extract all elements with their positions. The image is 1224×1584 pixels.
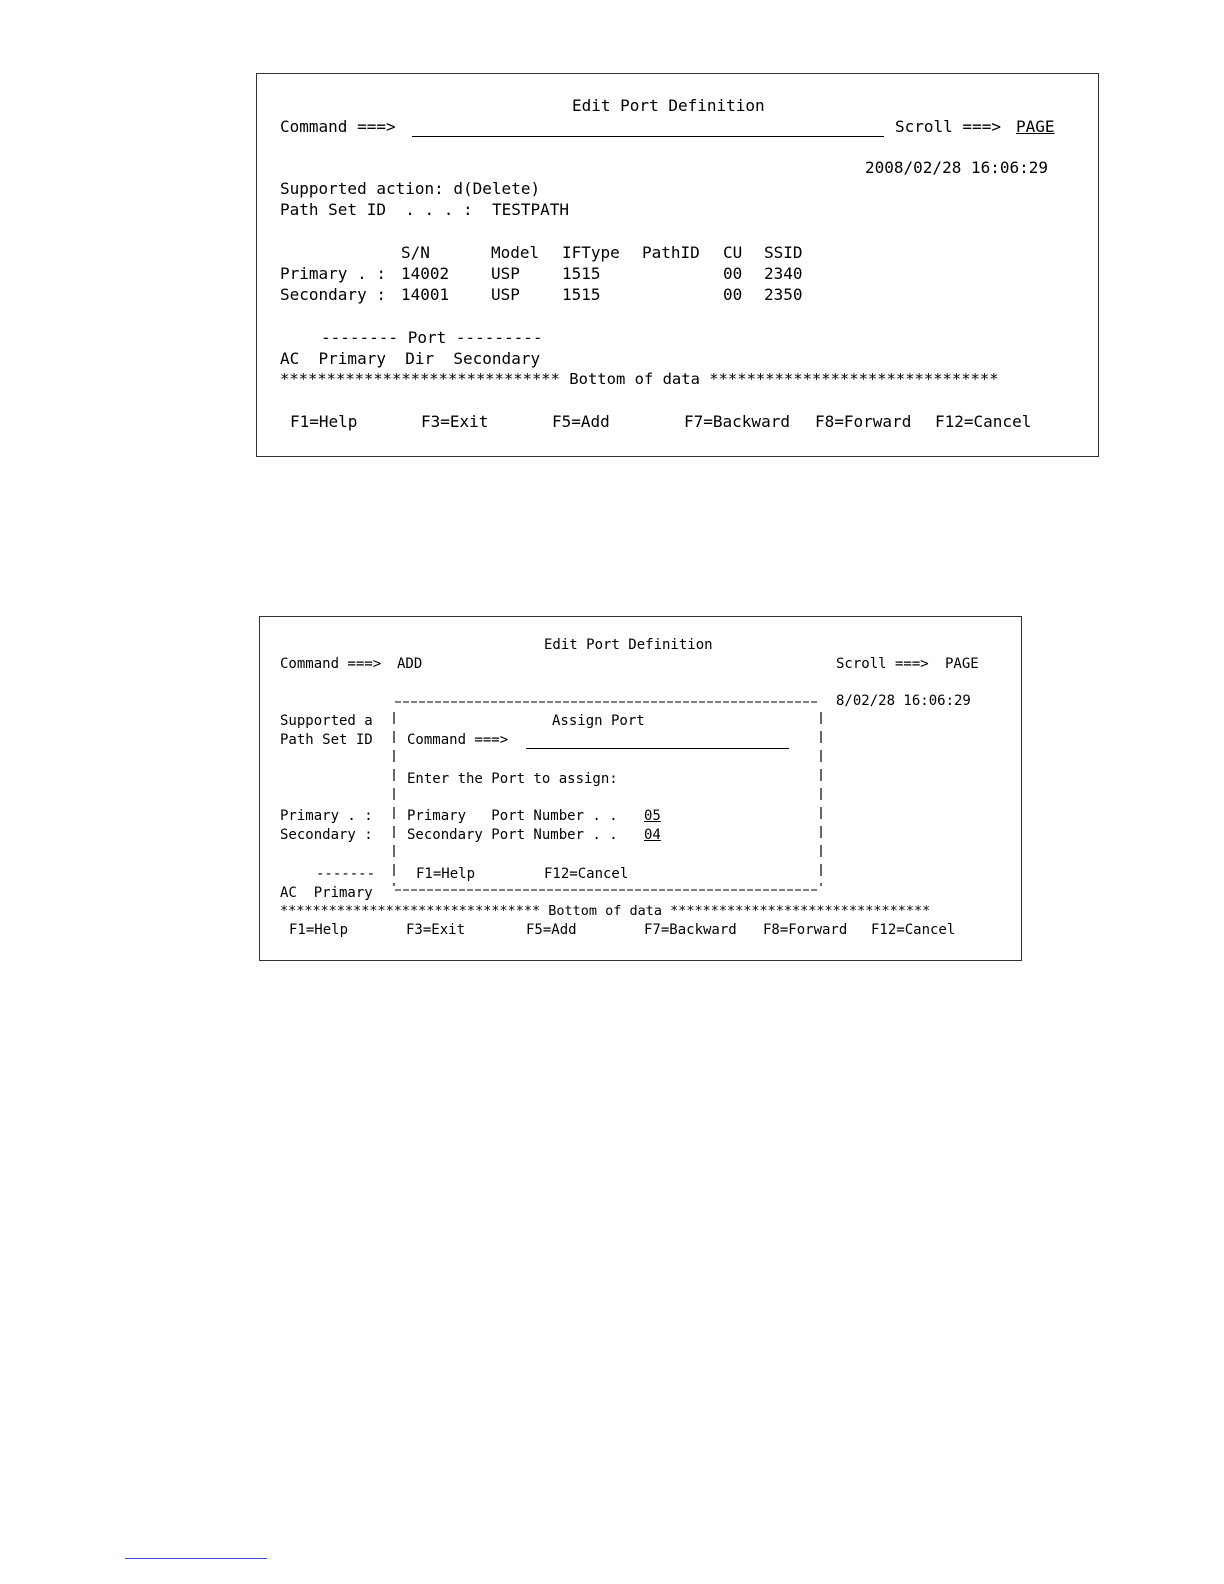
bottom-of-data: ****************************** Bottom of data ******************************* — [280, 370, 999, 388]
popup-f12-cancel-key[interactable]: F12=Cancel — [544, 866, 629, 882]
command-input[interactable] — [412, 136, 884, 137]
timestamp: 2008/02/28 16:06:29 — [865, 158, 1049, 177]
edit-port-definition-screen — [256, 73, 1099, 457]
row-primary-label: Primary . : — [280, 808, 373, 824]
edit-port-definition-add-screen — [259, 616, 1022, 961]
f5-add-key[interactable]: F5=Add — [552, 412, 610, 431]
command-input[interactable]: ADD — [397, 656, 423, 672]
f1-help-key[interactable]: F1=Help — [290, 412, 358, 431]
f5-add-key[interactable]: F5=Add — [526, 922, 577, 938]
command-label: Command ===> — [280, 656, 382, 672]
header-pathid: PathID — [642, 243, 700, 262]
command-label: Command ===> — [280, 117, 396, 136]
path-set-label: Path Set ID — [280, 732, 373, 748]
f12-cancel-key[interactable]: F12=Cancel — [935, 412, 1032, 431]
row-secondary-model: USP — [491, 285, 520, 304]
port-header: ------- — [316, 866, 376, 882]
f12-cancel-key[interactable]: F12=Cancel — [871, 922, 956, 938]
screen-title: Edit Port Definition — [544, 637, 713, 653]
header-ssid: SSID — [764, 243, 803, 262]
row-primary-model: USP — [491, 264, 520, 283]
f7-backward-key[interactable]: F7=Backward — [684, 412, 790, 431]
port-columns: AC Primary — [280, 885, 373, 901]
secondary-port-input[interactable]: 04 — [644, 827, 661, 843]
scroll-input[interactable]: PAGE — [945, 656, 979, 672]
primary-port-label: Primary Port Number . . — [407, 808, 618, 824]
row-primary-label: Primary . : — [280, 264, 386, 283]
supported-action: Supported a — [280, 713, 373, 729]
row-secondary-iftype: 1515 — [562, 285, 601, 304]
header-sn: S/N — [401, 243, 430, 262]
row-primary-cu: 00 — [723, 264, 743, 283]
f7-backward-key[interactable]: F7=Backward — [644, 922, 737, 938]
scroll-label: Scroll ===> — [836, 656, 929, 672]
port-columns: AC Primary Dir Secondary — [280, 349, 541, 368]
scroll-label: Scroll ===> — [895, 117, 1001, 136]
primary-port-input[interactable]: 05 — [644, 808, 661, 824]
supported-action: Supported action: d(Delete) — [280, 179, 541, 198]
row-secondary-label: Secondary : — [280, 827, 373, 843]
popup-f1-help-key[interactable]: F1=Help — [416, 866, 476, 882]
header-iftype: IFType — [562, 243, 620, 262]
row-secondary-cu: 00 — [723, 285, 743, 304]
f8-forward-key[interactable]: F8=Forward — [815, 412, 912, 431]
port-header: -------- Port --------- — [321, 328, 543, 347]
f3-exit-key[interactable]: F3=Exit — [421, 412, 489, 431]
f1-help-key[interactable]: F1=Help — [289, 922, 349, 938]
path-set-value: TESTPATH — [492, 200, 570, 219]
bottom-of-data: ******************************** Bottom of data ******************************** — [280, 903, 931, 919]
header-model: Model — [491, 243, 540, 262]
footnote-divider — [125, 1558, 267, 1559]
f3-exit-key[interactable]: F3=Exit — [406, 922, 466, 938]
row-secondary-sn: 14001 — [401, 285, 450, 304]
popup-title: Assign Port — [552, 713, 645, 729]
row-primary-sn: 14002 — [401, 264, 450, 283]
secondary-port-label: Secondary Port Number . . — [407, 827, 618, 843]
popup-command-input[interactable] — [526, 748, 789, 749]
timestamp: 8/02/28 16:06:29 — [836, 693, 971, 709]
row-primary-ssid: 2340 — [764, 264, 803, 283]
row-secondary-ssid: 2350 — [764, 285, 803, 304]
row-primary-iftype: 1515 — [562, 264, 601, 283]
header-cu: CU — [723, 243, 743, 262]
popup-prompt: Enter the Port to assign: — [407, 771, 618, 787]
f8-forward-key[interactable]: F8=Forward — [763, 922, 848, 938]
scroll-input[interactable]: PAGE — [1016, 117, 1055, 136]
popup-command-label: Command ===> — [407, 732, 509, 748]
screen-title: Edit Port Definition — [572, 96, 765, 115]
row-secondary-label: Secondary : — [280, 285, 386, 304]
path-set-label: Path Set ID . . . : — [280, 200, 473, 219]
assign-port-popup — [387, 697, 827, 893]
